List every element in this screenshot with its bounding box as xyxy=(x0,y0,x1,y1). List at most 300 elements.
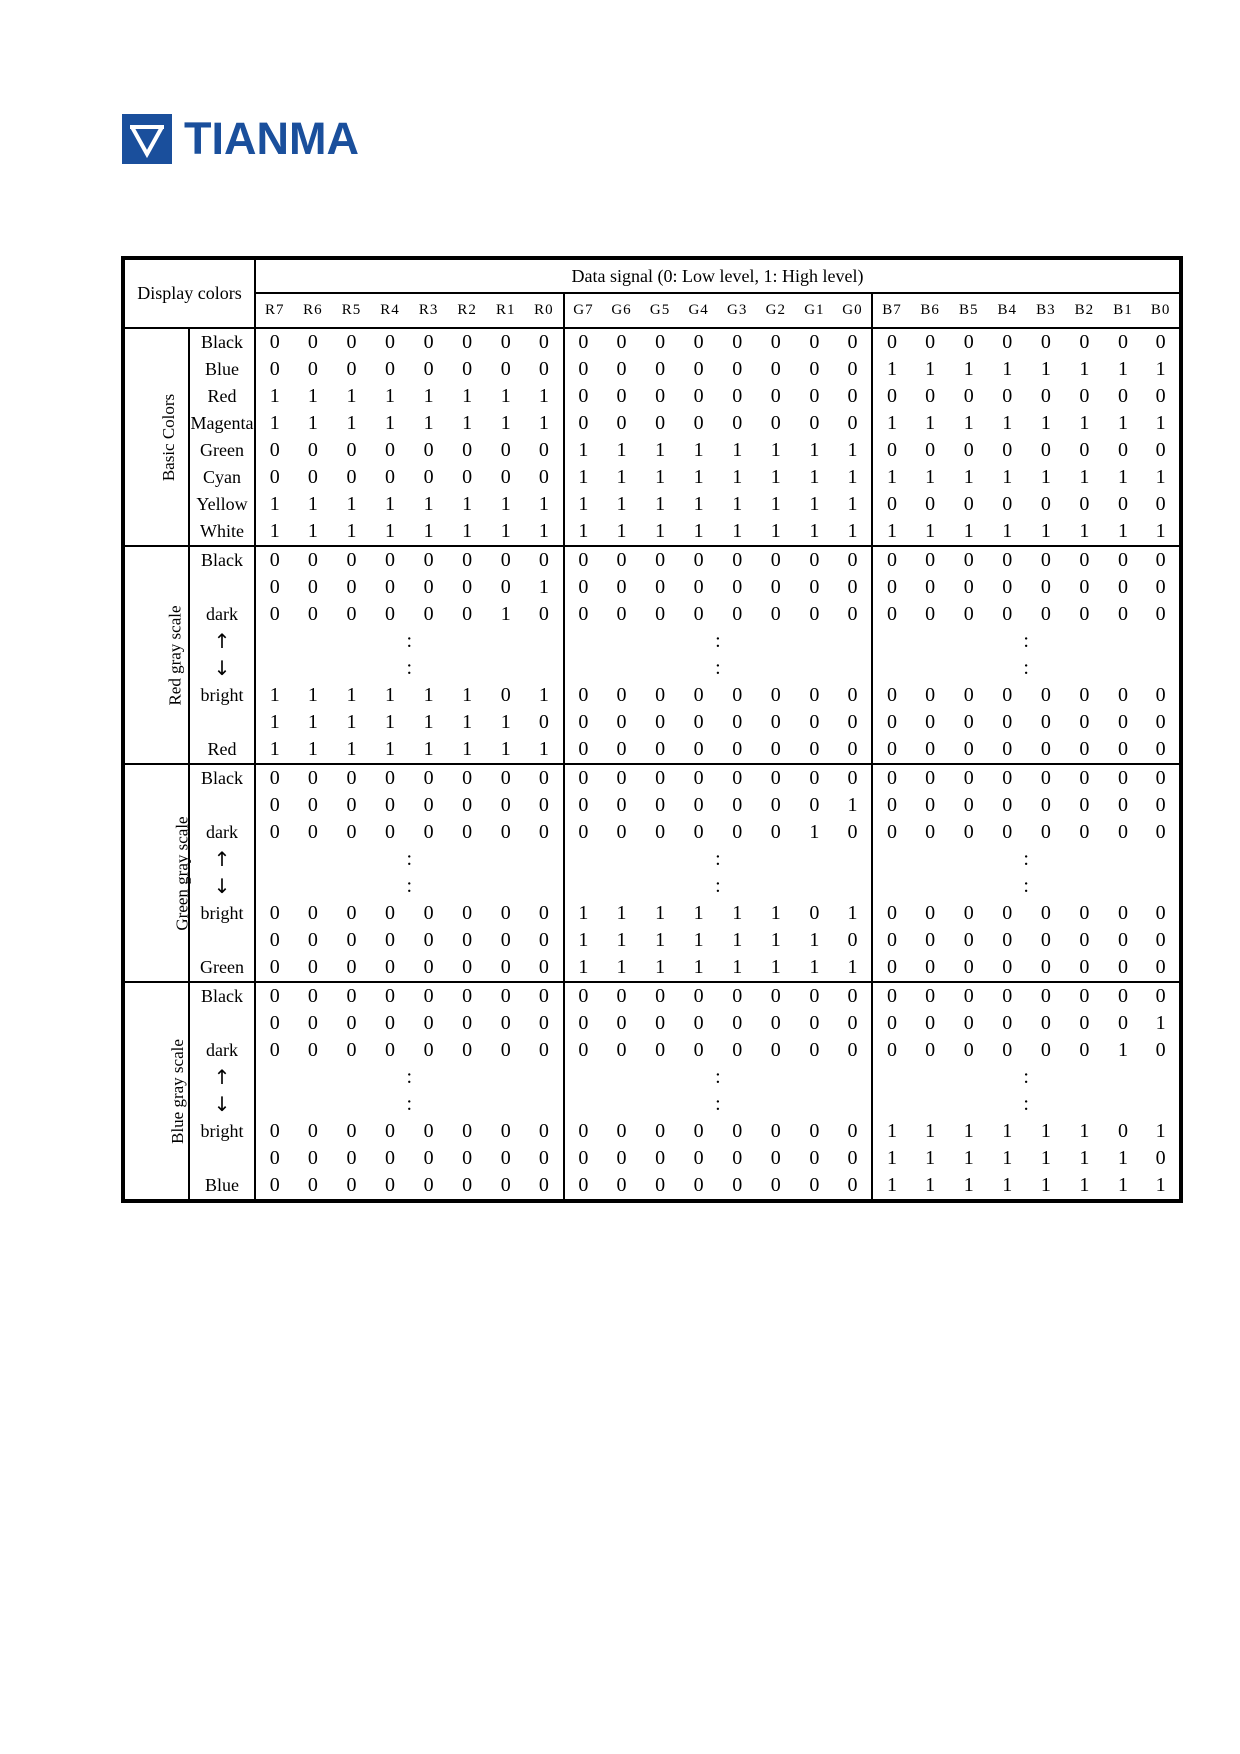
bit-cell: 0 xyxy=(538,466,549,488)
bit-cell: 1 xyxy=(385,385,396,407)
bit-cell: 0 xyxy=(1118,1120,1128,1142)
bit-cell: 0 xyxy=(1155,794,1166,816)
ellipsis-mark: : xyxy=(1023,1066,1029,1088)
bit-cell: 0 xyxy=(500,902,511,924)
bit-cell: 0 xyxy=(564,1010,603,1037)
bit-cell: 0 xyxy=(564,709,603,736)
bit-cell: 0 xyxy=(1002,684,1013,706)
bit-cell: 0 xyxy=(616,1039,627,1061)
bit-cell: 0 xyxy=(963,1039,974,1061)
group-label: Basic Colors xyxy=(159,393,179,481)
ellipsis-mark: : xyxy=(715,630,721,652)
bit-header-g4: G4 xyxy=(679,293,718,328)
bit-cell: 1 xyxy=(423,684,434,706)
bit-cell: 0 xyxy=(1040,711,1051,733)
table-row xyxy=(123,1118,1181,1145)
bit-cell: 0 xyxy=(385,794,396,816)
ellipsis-cell xyxy=(872,628,1181,655)
bit-cell: 1 xyxy=(809,439,820,461)
bit-cell: 1 xyxy=(1040,1147,1051,1169)
bit-cell: 1 xyxy=(770,493,781,515)
bit-cell: 0 xyxy=(655,1147,666,1169)
bit-cell: 1 xyxy=(847,794,858,816)
row-label: Black xyxy=(189,982,255,1010)
bit-cell: 0 xyxy=(1079,794,1090,816)
bit-cell: 0 xyxy=(963,684,974,706)
bit-cell: 1 xyxy=(1155,466,1166,488)
ellipsis-cell xyxy=(255,655,564,682)
bit-cell: 0 xyxy=(872,709,911,736)
bit-cell: 0 xyxy=(602,328,641,356)
ellipsis-cell xyxy=(255,1064,564,1091)
arrow-up-icon: ↑ xyxy=(189,846,255,873)
ellipsis-mark: : xyxy=(715,875,721,897)
bit-cell: 0 xyxy=(385,576,396,598)
bit-cell: 1 xyxy=(925,358,936,380)
bit-cell: 0 xyxy=(925,1039,936,1061)
bit-cell: 0 xyxy=(564,1172,603,1201)
bit-cell: 0 xyxy=(1118,684,1128,706)
ellipsis-cell xyxy=(255,846,564,873)
bit-cell: 1 xyxy=(872,518,911,546)
bit-cell: 0 xyxy=(1104,764,1143,792)
bit-cell: 1 xyxy=(423,493,434,515)
bit-cell: 0 xyxy=(346,1174,357,1196)
bit-cell: 0 xyxy=(795,764,834,792)
ellipsis-mark: : xyxy=(406,848,413,870)
bit-cell: 1 xyxy=(847,466,858,488)
bit-cell: 0 xyxy=(307,902,318,924)
bit-cell: 0 xyxy=(1142,546,1181,574)
bit-header-g1: G1 xyxy=(795,293,834,328)
bit-cell: 0 xyxy=(538,439,549,461)
bit-cell: 0 xyxy=(1118,821,1128,843)
bit-cell: 1 xyxy=(616,520,627,542)
color-data-signal-table xyxy=(121,256,1183,1203)
bit-cell: 0 xyxy=(462,1174,473,1196)
bit-cell: 0 xyxy=(385,358,396,380)
bit-cell: 0 xyxy=(409,764,448,792)
bit-cell: 0 xyxy=(423,358,434,380)
bit-cell: 0 xyxy=(1079,493,1090,515)
ellipsis-mark: : xyxy=(715,848,721,870)
bit-cell: 0 xyxy=(770,684,781,706)
bit-cell: 0 xyxy=(795,546,834,574)
bit-cell: 0 xyxy=(1040,1012,1051,1034)
bit-cell: 0 xyxy=(732,576,743,598)
bit-cell: 0 xyxy=(809,1147,820,1169)
row-label xyxy=(189,927,255,954)
bit-header-b5: B5 xyxy=(949,293,988,328)
bit-cell: 0 xyxy=(538,1174,549,1196)
bit-cell: 0 xyxy=(371,764,410,792)
bit-cell: 0 xyxy=(655,1174,666,1196)
bit-cell: 0 xyxy=(1079,738,1090,760)
bit-cell: 0 xyxy=(847,603,858,625)
bit-cell: 0 xyxy=(616,1120,627,1142)
bit-cell: 1 xyxy=(346,520,357,542)
bit-cell: 1 xyxy=(269,412,280,434)
bit-cell: 0 xyxy=(872,682,911,709)
bit-cell: 0 xyxy=(307,956,318,978)
bit-cell: 0 xyxy=(1027,328,1066,356)
bit-cell: 1 xyxy=(564,900,603,927)
bit-cell: 0 xyxy=(385,821,396,843)
row-label: dark xyxy=(189,1037,255,1064)
bit-cell: 0 xyxy=(1079,576,1090,598)
bit-cell: 0 xyxy=(834,546,873,574)
bit-cell: 1 xyxy=(732,902,743,924)
bit-cell: 0 xyxy=(847,358,858,380)
bit-cell: 0 xyxy=(564,682,603,709)
bit-cell: 0 xyxy=(1040,956,1051,978)
bit-cell: 0 xyxy=(963,956,974,978)
bit-cell: 0 xyxy=(963,576,974,598)
row-label: Red xyxy=(189,383,255,410)
bit-cell: 0 xyxy=(616,738,627,760)
bit-cell: 0 xyxy=(409,546,448,574)
bit-cell: 0 xyxy=(655,738,666,760)
bit-header-row xyxy=(123,293,1181,328)
bit-cell: 1 xyxy=(770,956,781,978)
bit-cell: 0 xyxy=(1002,902,1013,924)
bit-cell: 0 xyxy=(1040,385,1051,407)
bit-cell: 0 xyxy=(500,1120,511,1142)
bit-cell: 0 xyxy=(847,1012,858,1034)
bit-cell: 0 xyxy=(346,929,357,951)
bit-cell: 0 xyxy=(1155,493,1166,515)
bit-cell: 1 xyxy=(809,956,820,978)
arrow-down-icon: ↓ xyxy=(189,655,255,682)
bit-cell: 0 xyxy=(1118,738,1128,760)
bit-cell: 0 xyxy=(462,576,473,598)
bit-cell: 1 xyxy=(925,1147,936,1169)
bit-cell: 1 xyxy=(346,385,357,407)
bit-cell: 0 xyxy=(925,1012,936,1034)
bit-cell: 0 xyxy=(1155,1039,1166,1061)
bit-cell: 0 xyxy=(371,546,410,574)
bit-cell: 0 xyxy=(757,764,796,792)
bit-cell: 0 xyxy=(1040,576,1051,598)
group-label: Blue gray scale xyxy=(167,1038,187,1144)
bit-cell: 0 xyxy=(1118,385,1128,407)
bit-cell: 0 xyxy=(371,982,410,1010)
table-row xyxy=(123,1064,1181,1091)
bit-cell: 1 xyxy=(732,520,743,542)
ellipsis-mark: : xyxy=(406,1093,413,1115)
bit-cell: 0 xyxy=(770,603,781,625)
bit-cell: 0 xyxy=(269,902,280,924)
bit-cell: 0 xyxy=(1155,439,1166,461)
bit-cell: 1 xyxy=(269,493,280,515)
bit-cell: 0 xyxy=(616,1174,627,1196)
ellipsis-mark: : xyxy=(406,1066,413,1088)
bit-cell: 0 xyxy=(500,794,511,816)
bit-cell: 0 xyxy=(693,821,704,843)
bit-cell: 0 xyxy=(269,358,280,380)
bit-cell: 0 xyxy=(423,1120,434,1142)
bit-cell: 1 xyxy=(925,1174,936,1196)
bit-cell: 0 xyxy=(679,546,718,574)
bit-cell: 1 xyxy=(500,603,511,625)
bit-cell: 1 xyxy=(307,738,318,760)
bit-cell: 0 xyxy=(1118,711,1128,733)
bit-cell: 0 xyxy=(1155,1147,1166,1169)
bit-cell: 0 xyxy=(770,1039,781,1061)
bit-cell: 0 xyxy=(564,736,603,764)
bit-cell: 0 xyxy=(616,684,627,706)
bit-cell: 0 xyxy=(616,576,627,598)
bit-cell: 0 xyxy=(1079,603,1090,625)
row-label: Blue xyxy=(189,1172,255,1201)
bit-cell: 0 xyxy=(872,900,911,927)
bit-cell: 0 xyxy=(732,1120,743,1142)
bit-cell: 1 xyxy=(1155,412,1166,434)
bit-cell: 1 xyxy=(872,1145,911,1172)
group-label-cell xyxy=(123,764,192,982)
table-row xyxy=(123,383,1181,410)
ellipsis-mark: : xyxy=(1023,1093,1029,1115)
bit-cell: 1 xyxy=(462,493,473,515)
bit-cell: 0 xyxy=(795,328,834,356)
bit-cell: 0 xyxy=(655,1120,666,1142)
bit-cell: 0 xyxy=(462,794,473,816)
bit-cell: 0 xyxy=(847,1174,858,1196)
bit-cell: 0 xyxy=(564,356,603,383)
bit-cell: 0 xyxy=(346,794,357,816)
ellipsis-cell xyxy=(255,873,564,900)
bit-cell: 1 xyxy=(1040,520,1051,542)
bit-cell: 1 xyxy=(307,711,318,733)
ellipsis-mark: : xyxy=(715,1093,721,1115)
bit-cell: 0 xyxy=(847,684,858,706)
bit-cell: 0 xyxy=(1142,982,1181,1010)
bit-cell: 0 xyxy=(564,328,603,356)
bit-cell: 0 xyxy=(385,466,396,488)
bit-cell: 0 xyxy=(872,437,911,464)
bit-cell: 1 xyxy=(693,520,704,542)
bit-cell: 0 xyxy=(1155,956,1166,978)
bit-cell: 1 xyxy=(462,520,473,542)
bit-cell: 0 xyxy=(1155,929,1166,951)
bit-cell: 0 xyxy=(757,546,796,574)
ellipsis-mark: : xyxy=(406,657,413,679)
bit-cell: 1 xyxy=(963,358,974,380)
bit-cell: 0 xyxy=(732,1039,743,1061)
row-label: Black xyxy=(189,328,255,356)
bit-cell: 0 xyxy=(834,982,873,1010)
bit-cell: 1 xyxy=(1079,466,1090,488)
bit-cell: 0 xyxy=(1002,576,1013,598)
bit-cell: 0 xyxy=(538,1039,549,1061)
table-row xyxy=(123,792,1181,819)
bit-cell: 0 xyxy=(423,576,434,598)
bit-cell: 0 xyxy=(847,385,858,407)
bit-cell: 1 xyxy=(1079,520,1090,542)
ellipsis-cell xyxy=(564,1064,873,1091)
bit-cell: 0 xyxy=(269,576,280,598)
bit-cell: 0 xyxy=(409,982,448,1010)
bit-cell: 1 xyxy=(1118,1147,1128,1169)
bit-cell: 1 xyxy=(500,738,511,760)
bit-cell: 0 xyxy=(500,929,511,951)
bit-header-g0: G0 xyxy=(834,293,873,328)
bit-cell: 0 xyxy=(538,794,549,816)
ellipsis-cell xyxy=(872,1091,1181,1118)
bit-cell: 0 xyxy=(1040,439,1051,461)
bit-cell: 0 xyxy=(732,711,743,733)
row-label: Yellow xyxy=(189,491,255,518)
bit-cell: 0 xyxy=(693,576,704,598)
table-row xyxy=(123,709,1181,736)
bit-cell: 0 xyxy=(770,1174,781,1196)
bit-cell: 1 xyxy=(809,929,820,951)
bit-cell: 0 xyxy=(1155,684,1166,706)
ellipsis-mark: : xyxy=(406,875,413,897)
row-label xyxy=(189,709,255,736)
bit-cell: 0 xyxy=(925,929,936,951)
bit-cell: 1 xyxy=(925,466,936,488)
bit-cell: 0 xyxy=(1040,603,1051,625)
bit-cell: 1 xyxy=(564,954,603,982)
bit-cell: 0 xyxy=(564,982,603,1010)
bit-cell: 0 xyxy=(538,956,549,978)
group-label-cell xyxy=(123,328,189,546)
bit-cell: 0 xyxy=(294,546,333,574)
bit-cell: 0 xyxy=(1079,711,1090,733)
bit-cell: 0 xyxy=(1079,439,1090,461)
bit-cell: 0 xyxy=(269,439,280,461)
bit-cell: 0 xyxy=(255,546,294,574)
bit-cell: 0 xyxy=(847,1120,858,1142)
bit-cell: 0 xyxy=(269,603,280,625)
row-label: Cyan xyxy=(189,464,255,491)
row-label: bright xyxy=(189,1118,255,1145)
bit-cell: 0 xyxy=(925,821,936,843)
bit-cell: 0 xyxy=(872,954,911,982)
bit-cell: 0 xyxy=(269,1039,280,1061)
bit-cell: 0 xyxy=(385,1174,396,1196)
bit-cell: 0 xyxy=(770,738,781,760)
group-label: Green gray scale xyxy=(172,815,192,931)
bit-cell: 1 xyxy=(269,711,280,733)
display-colors-header: Display colors xyxy=(123,258,255,328)
bit-cell: 0 xyxy=(385,439,396,461)
row-label: Green xyxy=(189,437,255,464)
bit-cell: 0 xyxy=(616,412,627,434)
bit-cell: 0 xyxy=(486,764,525,792)
bit-cell: 0 xyxy=(655,711,666,733)
bit-cell: 0 xyxy=(423,1174,434,1196)
bit-cell: 0 xyxy=(269,466,280,488)
bit-cell: 1 xyxy=(616,493,627,515)
bit-cell: 0 xyxy=(423,821,434,843)
bit-cell: 0 xyxy=(925,902,936,924)
bit-cell: 0 xyxy=(1065,764,1104,792)
bit-cell: 1 xyxy=(1040,412,1051,434)
bit-cell: 0 xyxy=(872,736,911,764)
bit-cell: 0 xyxy=(346,821,357,843)
bit-cell: 0 xyxy=(486,328,525,356)
bit-cell: 1 xyxy=(693,493,704,515)
bit-cell: 0 xyxy=(847,738,858,760)
bit-cell: 0 xyxy=(963,821,974,843)
bit-cell: 1 xyxy=(655,520,666,542)
row-label: bright xyxy=(189,900,255,927)
bit-cell: 0 xyxy=(307,358,318,380)
bit-cell: 0 xyxy=(655,603,666,625)
bit-cell: 0 xyxy=(385,1120,396,1142)
bit-cell: 0 xyxy=(641,546,680,574)
bit-cell: 0 xyxy=(294,328,333,356)
bit-cell: 0 xyxy=(732,1147,743,1169)
bit-cell: 0 xyxy=(847,1039,858,1061)
table-row xyxy=(123,356,1181,383)
bit-cell: 0 xyxy=(307,576,318,598)
bit-cell: 1 xyxy=(770,902,781,924)
bit-cell: 1 xyxy=(809,466,820,488)
ellipsis-mark: : xyxy=(715,1066,721,1088)
bit-cell: 0 xyxy=(500,821,511,843)
bit-cell: 1 xyxy=(423,385,434,407)
bit-cell: 0 xyxy=(1079,385,1090,407)
bit-cell: 0 xyxy=(718,764,757,792)
bit-cell: 0 xyxy=(500,684,511,706)
bit-cell: 0 xyxy=(770,576,781,598)
bit-cell: 1 xyxy=(847,520,858,542)
bit-cell: 1 xyxy=(564,491,603,518)
bit-cell: 0 xyxy=(847,412,858,434)
bit-cell: 1 xyxy=(1002,358,1013,380)
bit-cell: 0 xyxy=(1118,576,1128,598)
bit-cell: 1 xyxy=(809,821,820,843)
ellipsis-mark: : xyxy=(1023,630,1029,652)
bit-header-b1: B1 xyxy=(1104,293,1143,328)
bit-cell: 0 xyxy=(988,546,1027,574)
bit-cell: 0 xyxy=(385,603,396,625)
table-row xyxy=(123,1172,1181,1201)
bit-cell: 0 xyxy=(963,902,974,924)
table-row xyxy=(123,982,1181,1010)
bit-cell: 1 xyxy=(538,684,549,706)
bit-cell: 1 xyxy=(655,956,666,978)
bit-header-r4: R4 xyxy=(371,293,410,328)
bit-header-r0: R0 xyxy=(525,293,564,328)
bit-cell: 1 xyxy=(307,412,318,434)
bit-cell: 0 xyxy=(500,1147,511,1169)
group-label-cell xyxy=(123,546,189,764)
bit-cell: 0 xyxy=(1155,902,1166,924)
bit-cell: 1 xyxy=(1155,520,1166,542)
bit-cell: 0 xyxy=(847,711,858,733)
bit-cell: 0 xyxy=(1155,603,1166,625)
bit-cell: 0 xyxy=(462,603,473,625)
bit-cell: 1 xyxy=(462,711,473,733)
bit-cell: 0 xyxy=(1079,902,1090,924)
bit-cell: 0 xyxy=(423,902,434,924)
bit-cell: 0 xyxy=(1155,821,1166,843)
bit-cell: 0 xyxy=(269,1174,280,1196)
bit-cell: 0 xyxy=(525,764,564,792)
bit-cell: 0 xyxy=(255,328,294,356)
bit-cell: 1 xyxy=(1118,466,1128,488)
bit-cell: 0 xyxy=(770,358,781,380)
bit-cell: 1 xyxy=(770,929,781,951)
bit-cell: 1 xyxy=(1079,1120,1090,1142)
bit-cell: 0 xyxy=(538,711,549,733)
bit-cell: 1 xyxy=(423,711,434,733)
table-row xyxy=(123,736,1181,764)
